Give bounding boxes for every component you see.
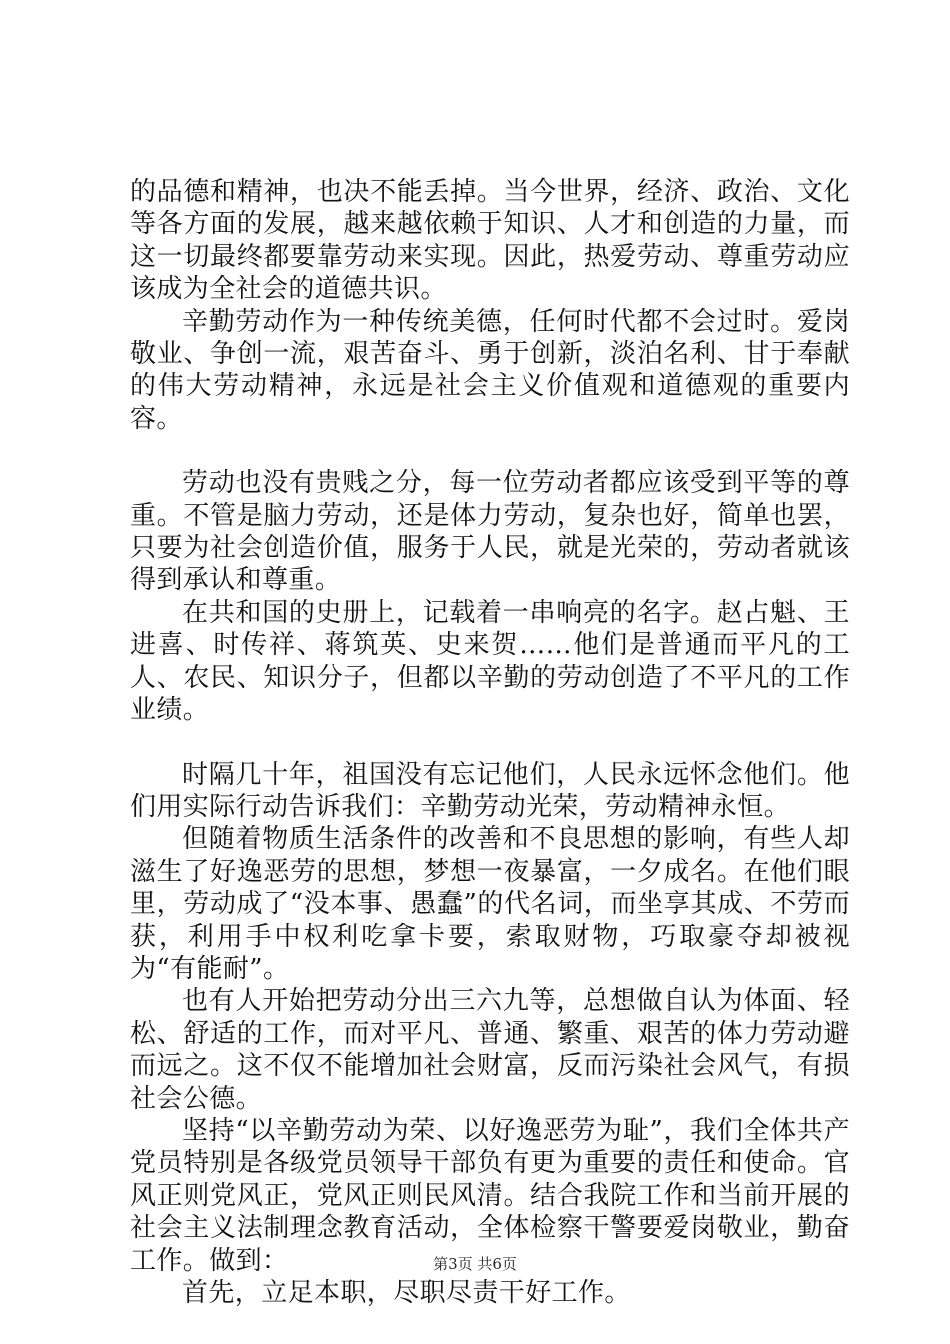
- paragraph-6: 但随着物质生活条件的改善和不良思想的影响，有些人却滋生了好逸恶劳的思想，梦想一夜暴富，一夕成名。在他们眼里，劳动成了“没本事、愚蠢”的代名词，而坐享其成、不劳而获，利用手中权利吃拿卡要，索取财物，巧取豪夺却被视为“有能耐”。: [130, 824, 850, 984]
- paragraph-1: 的品德和精神，也决不能丢掉。当今世界，经济、政治、文化等各方面的发展，越来越依赖于知识、人才和创造的力量，而这一切最终都要靠劳动来实现。因此，热爱劳动、尊重劳动应该成为全社会的道德共识。: [130, 177, 850, 305]
- document-body: [130, 176, 850, 1309]
- paragraph-9: 首先，立足本职，尽职尽责干好工作。: [182, 1278, 631, 1308]
- paragraph-7: 也有人开始把劳动分出三六九等，总想做自认为体面、轻松、舒适的工作，而对平凡、普通、繁重、艰苦的体力劳动避而远之。这不仅不能增加社会财富，反而污染社会风气，有损社会公德。: [130, 986, 850, 1114]
- paragraph-4: 在共和国的史册上，记载着一串响亮的名字。赵占魁、王进喜、时传祥、蒋筑英、史来贺……他们是普通而平凡的工人、农民、知识分子，但都以辛勤的劳动创造了不平凡的工作业绩。: [130, 597, 850, 726]
- paragraph-2: 辛勤劳动作为一种传统美德，任何时代都不会过时。爱岗敬业、争创一流，艰苦奋斗、勇于创新，淡泊名利、甘于奉献的伟大劳动精神，永远是社会主义价值观和道德观的重要内容。: [130, 306, 850, 434]
- paragraph-5: 时隔几十年，祖国没有忘记他们，人民永远怀念他们。他们用实际行动告诉我们：辛勤劳动光荣，劳动精神永恒。: [130, 759, 850, 822]
- paragraph-3: 劳动也没有贵贱之分，每一位劳动者都应该受到平等的尊重。不管是脑力劳动，还是体力劳动，复杂也好，简单也罢，只要为社会创造价值，服务于人民，就是光荣的，劳动者就该得到承认和尊重。: [130, 468, 850, 596]
- page-footer: 第3页 共6页: [433, 1255, 517, 1273]
- paragraph-8: 坚持“以辛勤劳动为荣、以好逸恶劳为耻”，我们全体共产党员特别是各级党员领导干部负有更为重要的责任和使命。官风正则党风正，党风正则民风清。结合我院工作和当前开展的社会主义法制理念教育活动，全体检察干警要爱岗敬业，勤奋工作。做到：: [130, 1115, 850, 1276]
